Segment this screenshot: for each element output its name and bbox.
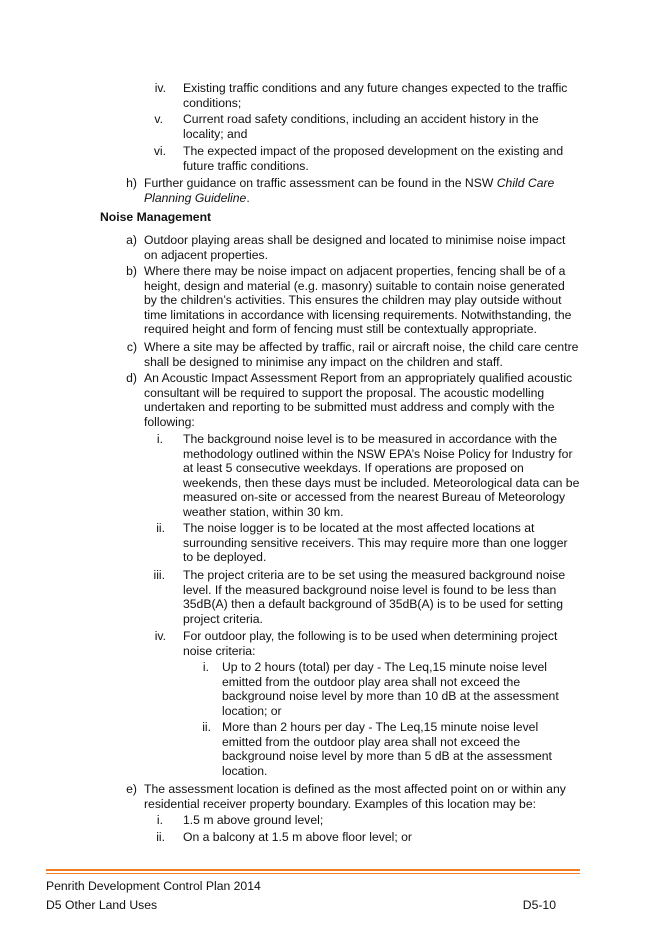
list-text: Where there may be noise impact on adjacent properties, fencing shall be of a height, design and material (e.g. masonry) suitable to contain noise generated by the children’s activities. This ensures the children may play outside without time limitations in accordance with licensing requirements. Notwithstanding, the required height and form of fencing must still be contextually appropriate. xyxy=(144,264,572,337)
list-marker: vi. xyxy=(153,144,166,158)
list-text: More than 2 hours per day - The Leq,15 minute noise level emitted from the outdoor play area shall not exceed the background noise level by more than 5 dB at the assessment location. xyxy=(222,720,552,778)
list-marker: v. xyxy=(154,112,163,126)
list-marker: iii. xyxy=(153,568,165,582)
list-marker: ii. xyxy=(202,720,211,734)
list-text: The background noise level is to be measured in accordance with the methodology outlined within the NSW EPA’s Noise Policy for Industry for at least 5 consecutive weekdays. If operations are proposed on weekends, then these days must be included. Meteorological data can be measured on-site or accessed from the nearest Bureau of Meteorology weather station, within 30 km. xyxy=(183,432,580,519)
list-text: Outdoor playing areas shall be designed and located to minimise noise impact on adjacent properties. xyxy=(144,233,566,262)
list-text: The expected impact of the proposed development on the existing and future traffic conditions. xyxy=(183,144,564,173)
list-marker: e) xyxy=(126,782,137,796)
list-marker: i. xyxy=(156,432,163,446)
footer-divider-thick xyxy=(46,869,580,871)
list-text xyxy=(144,176,564,205)
list-text: The assessment location is defined as the most affected point on or within any residential receiver property boundary. Examples of this location may be: xyxy=(144,782,566,811)
list-marker: c) xyxy=(126,340,137,354)
list-marker: i. xyxy=(156,813,163,827)
list-marker: iv. xyxy=(154,81,166,95)
list-text: Up to 2 hours (total) per day - The Leq,15 minute noise level emitted from the outdoor play area shall not exceed the background noise level by more than 10 dB at the assessment location; or xyxy=(222,660,559,718)
list-text: The noise logger is to be located at the most affected locations at surrounding sensitive receivers. This may require more than one logger to be deployed. xyxy=(183,521,568,565)
list-text: For outdoor play, the following is to be used when determining project noise criteria: xyxy=(183,629,558,658)
section-heading-noise-management: Noise Management xyxy=(100,210,212,224)
list-text: An Acoustic Impact Assessment Report from an appropriately qualified acoustic consultant will be required to support the proposal. The acoustic modelling undertaken and reporting to be submitted must address and comply with the following: xyxy=(144,371,573,429)
list-marker: i. xyxy=(202,660,209,674)
list-text: The project criteria are to be set using the measured background noise level. If the measured background noise level is found to be less than 35dB(A) then a default background of 35dB(A) is to be used for setting project criteria. xyxy=(183,568,566,626)
guideline-title: Child Care Planning Guideline xyxy=(144,176,555,205)
list-text: Current road safety conditions, including an accident history in the locality; and xyxy=(183,112,539,141)
list-text: On a balcony at 1.5 m above floor level; or xyxy=(183,830,412,844)
footer-section-title: D5 Other Land Uses xyxy=(46,898,158,912)
list-marker: b) xyxy=(126,264,137,278)
list-text: Where a site may be affected by traffic, rail or aircraft noise, the child care centre shall be designed to minimise any impact on the children and staff. xyxy=(144,340,579,369)
list-text: Existing traffic conditions and any future changes expected to the traffic conditions; xyxy=(183,81,568,110)
list-marker: d) xyxy=(126,371,137,385)
text-segment: . xyxy=(246,190,250,205)
list-marker: iv. xyxy=(154,629,166,643)
footer-page-number: D5-10 xyxy=(522,898,556,912)
list-marker: a) xyxy=(126,233,137,247)
list-marker: ii. xyxy=(156,521,165,535)
text-segment: Further guidance on traffic assessment can be found in the NSW xyxy=(144,176,497,190)
footer-divider-thin xyxy=(46,873,580,874)
list-marker: h) xyxy=(126,176,137,190)
list-marker: ii. xyxy=(156,830,165,844)
list-text: 1.5 m above ground level; xyxy=(183,813,324,827)
footer-document-title: Penrith Development Control Plan 2014 xyxy=(46,879,261,893)
